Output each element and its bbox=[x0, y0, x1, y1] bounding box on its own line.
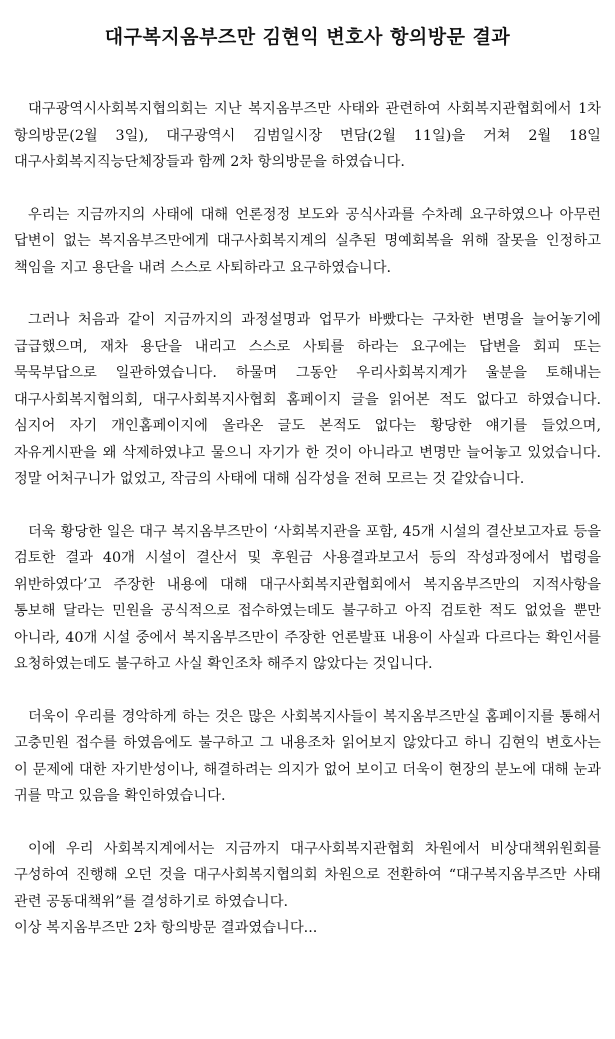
paragraph-6: 이에 우리 사회복지계에서는 지금까지 대구사회복지관협회 차원에서 비상대책위원회를 구성하여 진행해 오던 것을 대구사회복지협의회 차원으로 전환하여 “대구복지옴부즈만 사태 관련 공동대책위”를 결성하기로 하였습니다. bbox=[14, 840, 601, 910]
document-title: 대구복지옴부즈만 김현익 변호사 항의방문 결과 bbox=[104, 26, 511, 48]
paragraph-5: 더욱이 우리를 경악하게 하는 것은 많은 사회복지사들이 복지옴부즈만실 홈페이지를 통해서 고충민원 접수를 하였음에도 불구하고 그 내용조차 읽어보지 않았다고 하니 김현익 변호사는 이 문제에 대한 자기반성이나, 해결하려는 의지가 없어 보이고 더욱이 현장의 분노에 대해 눈과 귀를 막고 있음을 확인하였습니다. bbox=[14, 708, 601, 804]
paragraph-4: 더욱 황당한 일은 대구 복지옴부즈만이 ‘사회복지관을 포함, 45개 시설의 결산보고자료 등을 검토한 결과 40개 시설이 결산서 및 후원금 사용결과보고서 등의 작성과정에서 법령을 위반하였다’고 주장한 내용에 대해 대구사회복지관협회에서 복지옴부즈만의 지적사항을 통보해 달라는 민원을 공식적으로 접수하였는데도 불구하고 아직 검토한 적도 없었을 뿐만 아니라, 40개 시설 중에서 복지옴부즈만이 주장한 언론발표 내용이 사실과 다르다는 확인서를 요청하였는데도 불구하고 사실 확인조차 해주지 않았다는 것입니다. bbox=[14, 523, 601, 672]
paragraph-1: 대구광역시사회복지협의회는 지난 복지옴부즈만 사태와 관련하여 사회복지관협회에서 1차 항의방문(2월 3일), 대구광역시 김범일시장 면담(2월 11일)을 거쳐 2월 18일 대구사회복지직능단체장들과 함께 2차 항의방문을 하였습니다. bbox=[14, 101, 601, 170]
paragraph-3: 그러나 처음과 같이 지금까지의 과정설명과 업무가 바빴다는 구차한 변명을 늘어놓기에 급급했으며, 재차 용단을 내리고 스스로 사퇴를 하라는 요구에는 답변을 회피 또는 묵묵부답으로 일관하였습니다. 하물며 그동안 우리사회복지계가 울분을 토해내는 대구사회복지협의회, 대구사회복지사협회 홈페이지 글을 읽어본 적도 없다고 하였습니다. 심지어 자기 개인홈페이지에 올라온 글도 본적도 없다는 황당한 얘기를 들었으며, 자유게시판을 왜 삭제하였냐고 물으니 자기가 한 것이 아니라고 변명만 늘어놓고 있었습니다. 정말 어처구니가 없었고, 작금의 사태에 대해 심각성을 전혀 모르는 것 같았습니다. bbox=[14, 312, 601, 487]
closing-line: 이상 복지옴부즈만 2차 항의방문 결과였습니다... bbox=[14, 920, 318, 936]
paragraph-2: 우리는 지금까지의 사태에 대해 언론정정 보도와 공식사과를 수차례 요구하였으나 아무런 답변이 없는 복지옴부즈만에게 대구사회복지계의 실추된 명예회복을 위해 잘못을 인정하고 책임을 지고 용단을 내려 스스로 사퇴하라고 요구하였습니다. bbox=[14, 206, 601, 276]
